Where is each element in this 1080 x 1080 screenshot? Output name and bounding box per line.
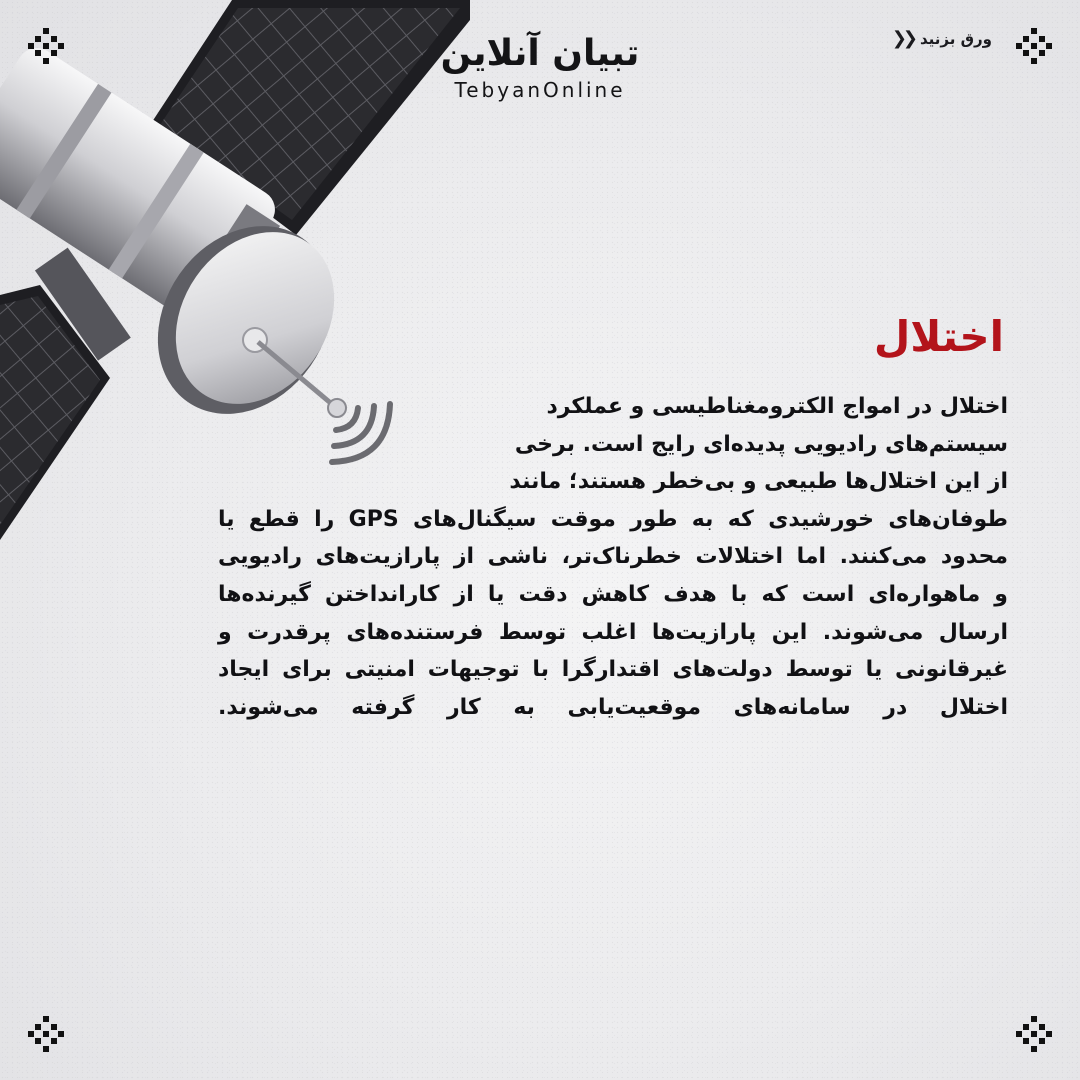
article-line: اختلال در سامانه‌های موقعیت‌یابی به کار گرفته می‌شوند. xyxy=(218,694,1008,720)
article-line: محدود می‌کنند. اما اختلالات خطرناک‌تر، ناشی از پارازیت‌های رادیویی xyxy=(218,544,1008,570)
brand-name-en: TebyanOnline xyxy=(454,78,626,102)
article-line: سیستم‌های رادیویی پدیده‌ای رایج است. برخی xyxy=(514,431,1008,457)
brand-name-fa: تبیان آنلاین xyxy=(440,33,640,74)
article-title: اختلال xyxy=(873,312,1004,361)
article-line: غیرقانونی یا توسط دولت‌های اقتدارگرا با توجیهات امنیتی برای ایجاد xyxy=(218,657,1008,683)
dot-pattern-icon xyxy=(1016,1016,1052,1052)
article-line: طوفان‌های خورشیدی که به طور موقت سیگنال‌های GPS را قطع یا xyxy=(218,506,1008,532)
swipe-hint[interactable] xyxy=(892,28,992,49)
article-line: اختلال در امواج الکترومغناطیسی و عملکرد xyxy=(546,394,1008,419)
article-line: از این اختلال‌ها طبیعی و بی‌خطر هستند؛ مانند xyxy=(509,469,1008,495)
article-body xyxy=(218,388,1008,726)
article-line: و ماهواره‌ای است که با هدف کاهش دقت یا از کارانداختن گیرنده‌ها xyxy=(218,581,1008,607)
dot-pattern-icon xyxy=(28,1016,64,1052)
double-chevron-left-icon: ❮❮ xyxy=(891,28,915,49)
dot-pattern-icon xyxy=(1016,28,1052,64)
brand-logo xyxy=(430,32,650,102)
swipe-label: ورق بزنید xyxy=(920,29,992,48)
dot-pattern-icon xyxy=(28,28,64,64)
article-line: ارسال می‌شوند. این پارازیت‌ها اغلب توسط فرستنده‌های پرقدرت و xyxy=(218,619,1008,645)
